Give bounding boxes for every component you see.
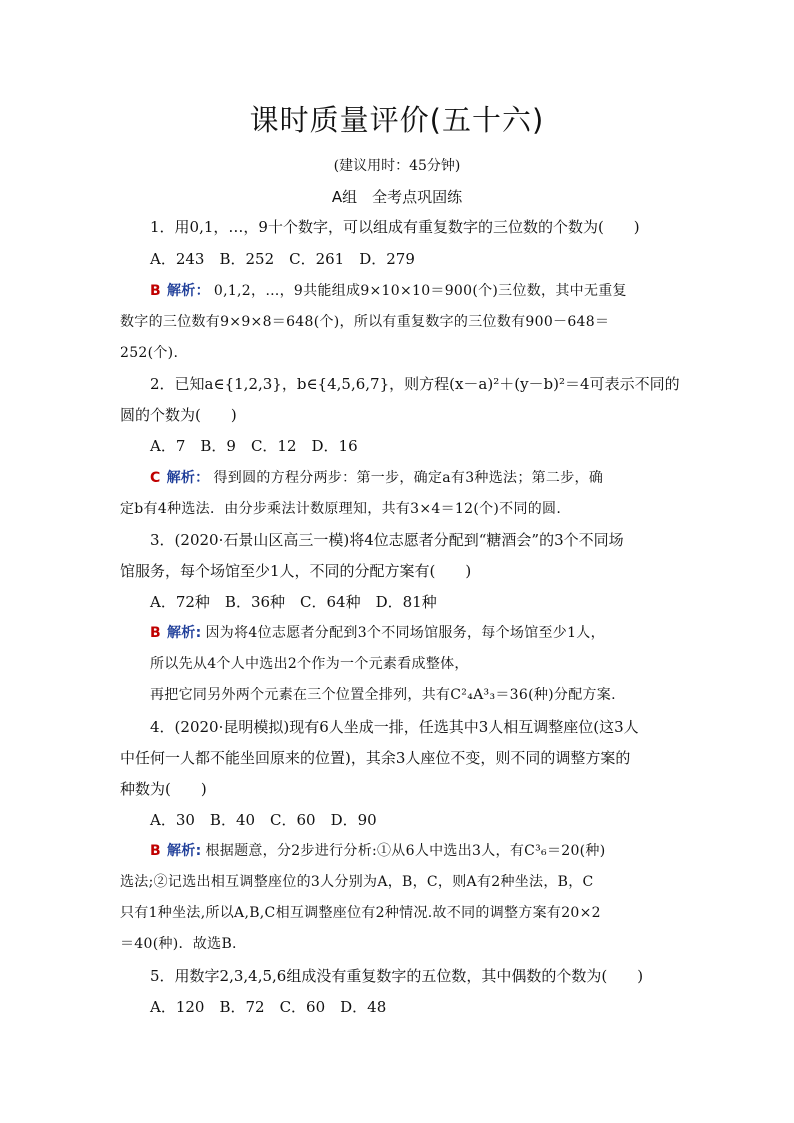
question-4: 4．(2020·昆明模拟)现有6人坐成一排，任选其中3人相互调整座位(这3人 <box>150 718 639 736</box>
time-suggestion: (建议用时：45分钟) <box>333 158 461 174</box>
explanation-4-cont: 只有1种坐法,所以A,B,C相互调整座位有2种情况.故不同的调整方案有20×2 <box>120 905 601 921</box>
explanation-label: 解析： <box>166 470 210 486</box>
explanation-1-cont: 252(个). <box>120 345 179 361</box>
question-4-cont: 中任何一人都不能坐回原来的位置)，其余3人座位不变，则不同的调整方案的 <box>120 749 631 767</box>
explanation-3-cont: 所以先从4个人中选出2个作为一个元素看成整体， <box>150 656 469 672</box>
question-5: 5．用数字2,3,4,5,6组成没有重复数字的五位数，其中偶数的个数为( ) <box>150 967 644 985</box>
options-1: A．243 B．252 C．261 D．279 <box>150 250 415 268</box>
explanation-2: C 解析： 得到圆的方程分两步：第一步，确定a有3种选法；第二步，确 <box>150 470 604 486</box>
answer-letter: C <box>150 470 161 486</box>
explanation-label: 解析: <box>166 843 202 859</box>
section-heading: A组 全考点巩固练 <box>331 188 463 206</box>
answer-letter: B <box>150 843 161 859</box>
explanation-label: 解析: <box>166 625 202 641</box>
explanation-4-cont: 选法;②记选出相互调整座位的3人分别为A，B，C，则A有2种坐法，B，C <box>120 874 594 890</box>
question-2-cont: 圆的个数为( ) <box>120 406 237 424</box>
answer-letter: B <box>150 283 161 299</box>
options-3: A．72种 B．36种 C．64种 D．81种 <box>150 593 437 611</box>
question-3-cont: 馆服务，每个场馆至少1人，不同的分配方案有( ) <box>120 562 472 580</box>
question-3: 3．(2020·石景山区高三一模)将4位志愿者分配到“糖酒会”的3个不同场 <box>150 531 624 549</box>
explanation-4: B 解析: 根据题意，分2步进行分析:①从6人中选出3人，有C³₆＝20(种) <box>150 843 606 859</box>
options-2: A．7 B．9 C．12 D．16 <box>150 437 358 455</box>
explanation-3-cont: 再把它同另外两个元素在三个位置全排列，共有C²₄A³₃＝36(种)分配方案. <box>150 687 616 703</box>
question-4-cont: 种数为( ) <box>120 780 207 798</box>
explanation-label: 解析： <box>166 283 210 299</box>
explanation-1: B 解析： 0,1,2，…，9共能组成9×10×10＝900(个)三位数，其中无重复 <box>150 283 627 299</box>
explanation-1-cont: 数字的三位数有9×9×8＝648(个)，所以有重复数字的三位数有900－648＝ <box>120 314 610 330</box>
options-5: A．120 B．72 C．60 D．48 <box>150 998 387 1016</box>
explanation-4-cont: ＝40(种)．故选B. <box>120 936 237 952</box>
question-2: 2．已知a∈{1,2,3}，b∈{4,5,6,7}，则方程(x－a)²＋(y－b)²＝4可表示不同的 <box>150 375 680 393</box>
options-4: A．30 B．40 C．60 D．90 <box>150 811 377 829</box>
explanation-2-cont: 定b有4种选法．由分步乘法计数原理知，共有3×4＝12(个)不同的圆. <box>120 501 562 517</box>
answer-letter: B <box>150 625 161 641</box>
question-1: 1．用0,1，…，9十个数字，可以组成有重复数字的三位数的个数为( ) <box>150 218 640 236</box>
explanation-3: B 解析: 因为将4位志愿者分配到3个不同场馆服务，每个场馆至少1人， <box>150 625 605 641</box>
page-title: 课时质量评价(五十六) <box>249 103 545 137</box>
